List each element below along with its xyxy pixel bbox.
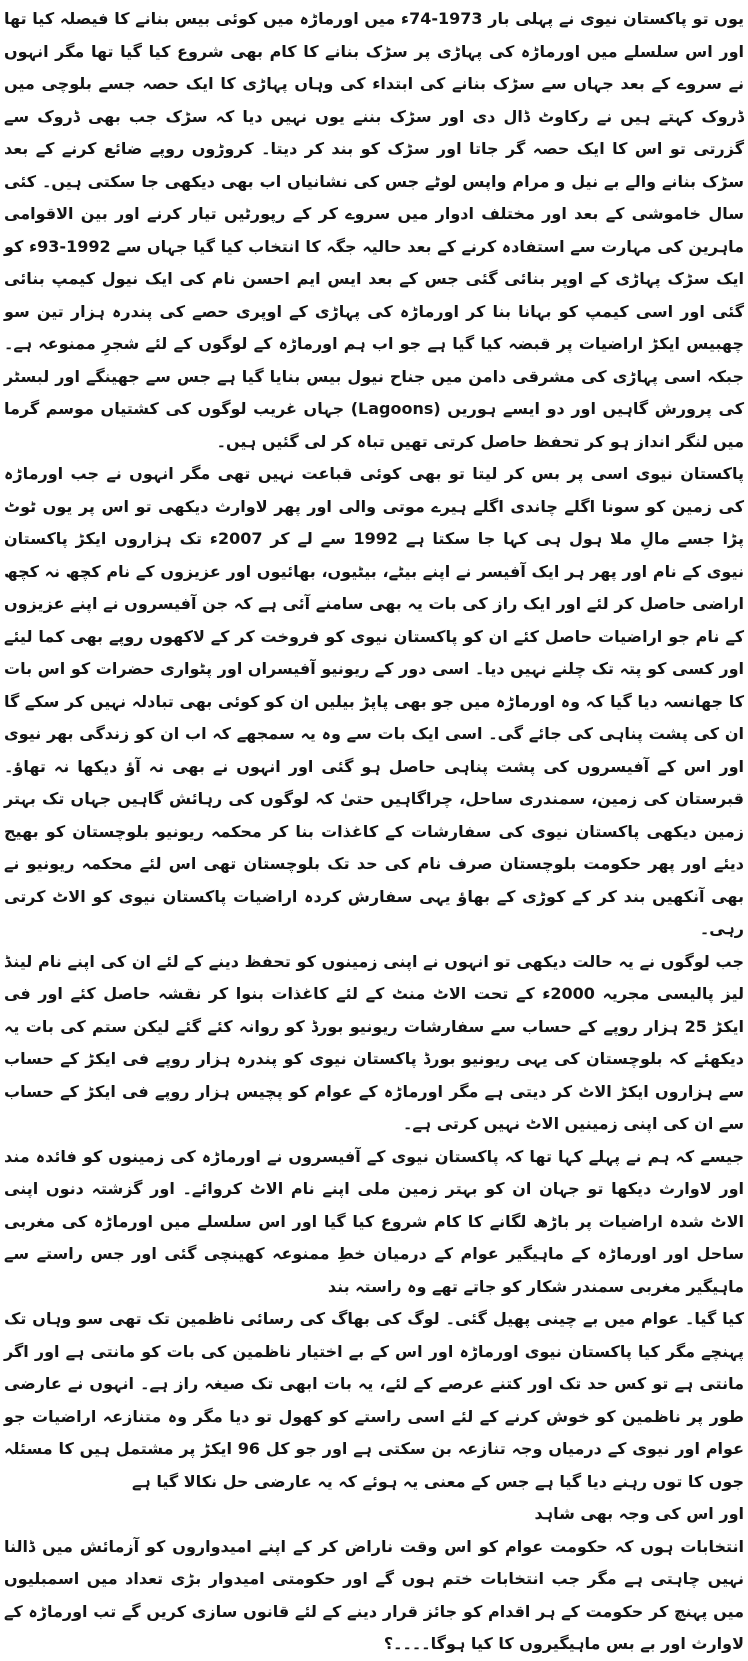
article-paragraph-2: پاکستان نیوی اسی پر بس کر لیتا تو بھی کوئی قباعت نہیں تھی مگر انہوں نے جب اورماڑہ کی زمین کو سونا اگلے چاندی اگلے ہیرے موتی والی اور پھر لاوارث دیکھی تو اس پر یوں ٹوٹ پڑا جسے مالِ ملا ہول ہی کہا جا سکتا ہے 1992 سے لے کر 2007ء تک ہزاروں ایکڑ پاکستان نیوی کے نام اور پھر ہر ایک آفیسر نے اپنے بیٹے، بیٹیوں، بھائیوں اور عزیزوں کے نام کچھ نہ کچھ اراضی حاصل کر لئے اور ایک راز کی بات یہ بھی سامنے آئی ہے کہ جن آفیسروں نے اپنے عزیزوں کے نام جو اراضیات حاصل کئے ان کو پاکستان نیوی کو فروخت کر کے لاکھوں روپے بھی کما لیئے اور کسی کو پتہ تک چلنے نہیں دیا۔ اسی دور کے ریونیو آفیسراں اور پٹواری حضرات کو اس بات کا جھانسہ دیا گیا کہ وہ اورماڑہ میں جو بھی پاپڑ بیلیں ان کو کوئی بھی تبادلہ نہیں کر سکے گا ان کی پشت پناہی کی جائے گی۔ اسی ایک بات سے وہ یہ سمجھے کہ اب ان کو زندگی بھر نیوی اور اس کے آفیسروں کی پشت پناہی حاصل ہو گئی اور انہوں نے بھی نہ آؤ دیکھا نہ تھاؤ۔ قبرستان کی زمین، سمندری ساحل، چراگاہیں حتیٰ کہ لوگوں کی رہائش گاہیں جہاں تک بہتر زمین دیکھی پاکستان نیوی کی سفارشات کے کاغذات بنا کر محکمہ ریونیو بلوچستان کو بھیج دیئے اور پھر حکومت بلوچستان صرف نام کی حد تک بلوچستان تھی اس لئے محکمہ ریونیو نے بھی آنکھیں بند کر کے کوڑی کے بھاؤ یہی سفارش کردہ اراضیات پاکستان نیوی کو الاٹ کرتی رہی۔ xyxy=(4,464,745,938)
article-paragraph-4: جیسے کہ ہم نے پہلے کہا تھا کہ پاکستان نیوی کے آفیسروں نے اورماڑہ کی زمینوں کو فائدہ مند اور لاوارث دیکھا تو جہان ان کو بہتر زمین ملی اپنے نام الاٹ کروائے۔ اور گزشتہ دنوں اپنی الاٹ شدہ اراضیات پر باڑھ لگانے کا کام شروع کیا گیا اور اس سلسلے میں اورماڑہ کی مغربی ساحل اور اورماڑہ کے ماہیگیر عوام کے درمیان خطِ ممنوعہ کھینچی گئی اور جس راستے سے ماہیگیر مغربی سمندر شکار کو جاتے تھے وہ راستہ بند xyxy=(4,1146,744,1296)
article-paragraph-6: اور اس کی وجہ بھی شاہد xyxy=(534,1504,744,1523)
article-paragraph-1: یوں تو پاکستان نیوی نے پہلی بار 1973-74ء میں اورماڑہ میں کوئی بیس بنانے کا فیصلہ کیا تھا اور اس سلسلے میں اورماڑہ کی پہاڑی پر سڑک بنانے کا کام بھی شروع کیا گیا تھا مگر انہوں نے سروے کے بعد جہاں سے سڑک بنانے کی ابتداء کی وہاں پہاڑی کا ایک حصہ جسے بلوچی میں ڈروک کہتے ہیں نے رکاوٹ ڈال دی اور سڑک بننے یوں نہیں دیا کہ سڑک جب بھی ڈروک سے گزرتی تو اس کا ایک حصہ گر جاتا اور سڑک کو بند کر دیتا۔ کروڑوں روپے ضائع کرنے کے بعد سڑک بنانے والے بے نیل و مرام واپس لوٹے جس کی نشانیاں اب بھی دیکھی جا سکتی ہیں۔ کئی سال خاموشی کے بعد اور مختلف ادوار میں سروے کر کے رپورٹیں تیار کرنے اور بین الاقوامی ماہرین کی مہارت سے استفادہ کرنے کے بعد حالیہ جگہ کا انتخاب کیا گیا جہاں سے 1992-93ء کو ایک سڑک پہاڑی کے اوپر بنائی گئی جس کے بعد ایس ایم احسن نام کی ایک نیول کیمپ بنائی گئی اور اسی کیمپ کو بہانا بنا کر اورماڑہ کی پہاڑی کے اوپری حصے کی پندرہ ہزار تین سو چھبیس ایکڑ اراضیات پر قبضہ کیا گیا ہے جو اب ہم اورماڑہ کے لوگوں کے لئے شجرِ ممنوعہ ہے۔ جبکہ اسی پہاڑی کی مشرقی دامن میں جناح نیول بیس بنایا گیا ہے جس سے جھینگے اور لبسٹر کی پرورش گاہیں اور دو ایسے ہوریں (Lagoons) جہاں غریب لوگوں کی کشتیاں موسم گرما میں لنگر انداز ہو کر تحفظ حاصل کرتی تھیں تباہ کر لی گئیں ہیں۔ xyxy=(4,9,745,451)
article-paragraph-3: جب لوگوں نے یہ حالت دیکھی تو انہوں نے اپنی زمینوں کو تحفظ دینے کے لئے ان کی اپنے نام لینڈ لیز پالیسی مجریہ 2000ء کے تحت الاٹ منٹ کے لئے کاغذات بنوا کر نقشہ حاصل کئے اور فی ایکڑ 25 ہزار روپے کے حساب سے سفارشات ریونیو بورڈ کو روانہ کئے گئے لیکن ستم کی بات یہ دیکھئے کہ بلوچستان کی یہی ریونیو بورڈ پاکستان نیوی کو پندرہ ہزار روپے فی ایکڑ کے حساب سے ہزاروں ایکڑ الاٹ کر دیتی ہے مگر اورماڑہ کے عوام کو پچیس ہزار روپے فی ایکڑ کے حساب سے ان کی اپنی زمینیں الاٹ نہیں کرتی ہے۔ xyxy=(4,951,745,1133)
article-paragraph-5: کیا گیا۔ عوام میں بے چینی پھیل گئی۔ لوگ کی بھاگ کی رسائی ناظمین تک تھی سو وہاں تک پہنچے مگر کیا پاکستان نیوی اورماڑہ اور اس کے بے اختیار ناظمین کی بات کو مانتی ہے اور اگر مانتی ہے تو کس حد تک اور کتنے عرصے کے لئے، یہ بات ابھی تک صیغہ راز ہے۔ انہوں نے عارضی طور پر ناظمین کو خوش کرنے کے لئے اسی راستے کو کھول تو دیا مگر وہ متنازعہ اراضیات جو عوام اور نیوی کے درمیاں وجہ تنازعہ بن سکتی ہے اور جو کل 96 ایکڑ پر مشتمل ہیں کا مسئلہ جوں کا توں رہنے دیا گیا ہے جس کے معنی یہ ہوئے کہ یہ عارضی حل نکالا گیا ہے xyxy=(4,1309,745,1491)
article-paragraph-7: انتخابات ہوں کہ حکومت عوام کو اس وقت ناراض کر کے اپنے امیدواروں کو آزمائش میں ڈالنا نہیں چاہتی ہے مگر جب انتخابات ختم ہوں گے اور حکومتی امیدوار بڑی تعداد میں اسمبلیوں میں پہنچ کر حکومت کے ہر اقدام کو جائز قرار دینے کے لئے قانوں سازی کریں گے تب اورماڑہ کے لاوارث اور بے بس ماہیگیروں کا کیا ہوگا۔۔۔۔؟ xyxy=(4,1536,744,1653)
